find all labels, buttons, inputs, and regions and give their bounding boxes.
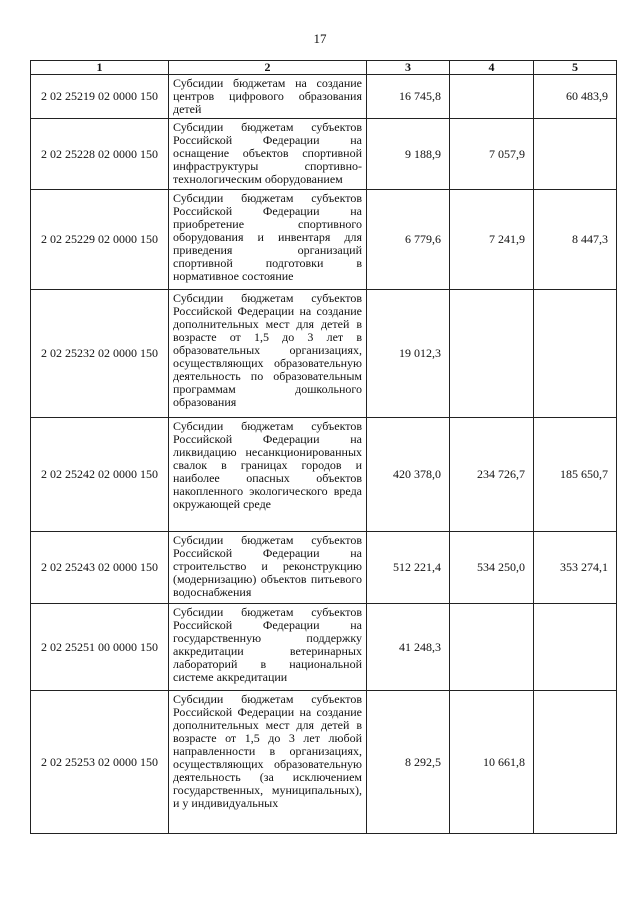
value-col-5: 185 650,7	[534, 418, 617, 532]
page-number: 17	[313, 31, 327, 46]
table-row	[31, 691, 617, 834]
table-row	[31, 418, 617, 532]
row-description: Субсидии бюджетам субъектов Российской Федерации на строительство и реконструкцию (модернизацию) объектов питьевого водоснабжения	[169, 532, 367, 604]
value-col-4: 234 726,7	[450, 418, 534, 532]
value-col-4	[450, 75, 534, 119]
value-col-3: 9 188,9	[367, 119, 450, 190]
row-description: Субсидии бюджетам субъектов Российской Федерации на ликвидацию несанкционированных свалок в границах городов и наиболее опасных объектов накопленного экологического вреда окружающей среде	[169, 418, 367, 532]
row-description: Субсидии бюджетам субъектов Российской Федерации на приобретение спортивного оборудования и инвентаря для приведения организаций спортивной подготовки в нормативное состояние	[169, 190, 367, 290]
value-col-5	[534, 691, 617, 834]
column-header-1: 1	[31, 61, 169, 75]
budget-code: 2 02 25243 02 0000 150	[31, 532, 169, 604]
table-row	[31, 604, 617, 691]
budget-code: 2 02 25251 00 0000 150	[31, 604, 169, 691]
value-col-4: 10 661,8	[450, 691, 534, 834]
budget-code: 2 02 25229 02 0000 150	[31, 190, 169, 290]
value-col-3: 41 248,3	[367, 604, 450, 691]
value-col-4	[450, 290, 534, 418]
budget-code: 2 02 25219 02 0000 150	[31, 75, 169, 119]
column-header-4: 4	[450, 61, 534, 75]
row-description: Субсидии бюджетам субъектов Российской Федерации на создание дополнительных мест для детей в возрасте от 1,5 до 3 лет любой направленности в организациях, осуществляющих образовательную деятельность (за исключением государственных, муниципальных), и у индивидуальных	[169, 691, 367, 834]
value-col-3: 420 378,0	[367, 418, 450, 532]
value-col-4: 7 057,9	[450, 119, 534, 190]
value-col-5: 60 483,9	[534, 75, 617, 119]
value-col-4	[450, 604, 534, 691]
budget-code: 2 02 25232 02 0000 150	[31, 290, 169, 418]
value-col-5	[534, 604, 617, 691]
row-description: Субсидии бюджетам на создание центров цифрового образования детей	[169, 75, 367, 119]
value-col-3: 19 012,3	[367, 290, 450, 418]
column-header-3: 3	[367, 61, 450, 75]
budget-code: 2 02 25228 02 0000 150	[31, 119, 169, 190]
value-col-3: 16 745,8	[367, 75, 450, 119]
row-description: Субсидии бюджетам субъектов Российской Федерации на создание дополнительных мест для детей в возрасте от 1,5 до 3 лет в образовательных организациях, осуществляющих образовательную деятельность по образовательным программам дошкольного образования	[169, 290, 367, 418]
value-col-3: 8 292,5	[367, 691, 450, 834]
budget-table	[30, 60, 617, 834]
value-col-5	[534, 119, 617, 190]
column-header-5: 5	[534, 61, 617, 75]
row-description: Субсидии бюджетам субъектов Российской Федерации на государственную поддержку аккредитации ветеринарных лабораторий в национальной системе аккредитации	[169, 604, 367, 691]
value-col-4: 7 241,9	[450, 190, 534, 290]
table-row	[31, 290, 617, 418]
row-description: Субсидии бюджетам субъектов Российской Федерации на оснащение объектов спортивной инфраструктуры спортивно-технологическим оборудованием	[169, 119, 367, 190]
value-col-5: 353 274,1	[534, 532, 617, 604]
value-col-4: 534 250,0	[450, 532, 534, 604]
table-row	[31, 119, 617, 190]
value-col-5: 8 447,3	[534, 190, 617, 290]
table-row	[31, 75, 617, 119]
table-header-row	[31, 61, 617, 75]
table-row	[31, 532, 617, 604]
budget-code: 2 02 25253 02 0000 150	[31, 691, 169, 834]
table-row	[31, 190, 617, 290]
column-header-2: 2	[169, 61, 367, 75]
value-col-3: 6 779,6	[367, 190, 450, 290]
value-col-5	[534, 290, 617, 418]
budget-code: 2 02 25242 02 0000 150	[31, 418, 169, 532]
value-col-3: 512 221,4	[367, 532, 450, 604]
